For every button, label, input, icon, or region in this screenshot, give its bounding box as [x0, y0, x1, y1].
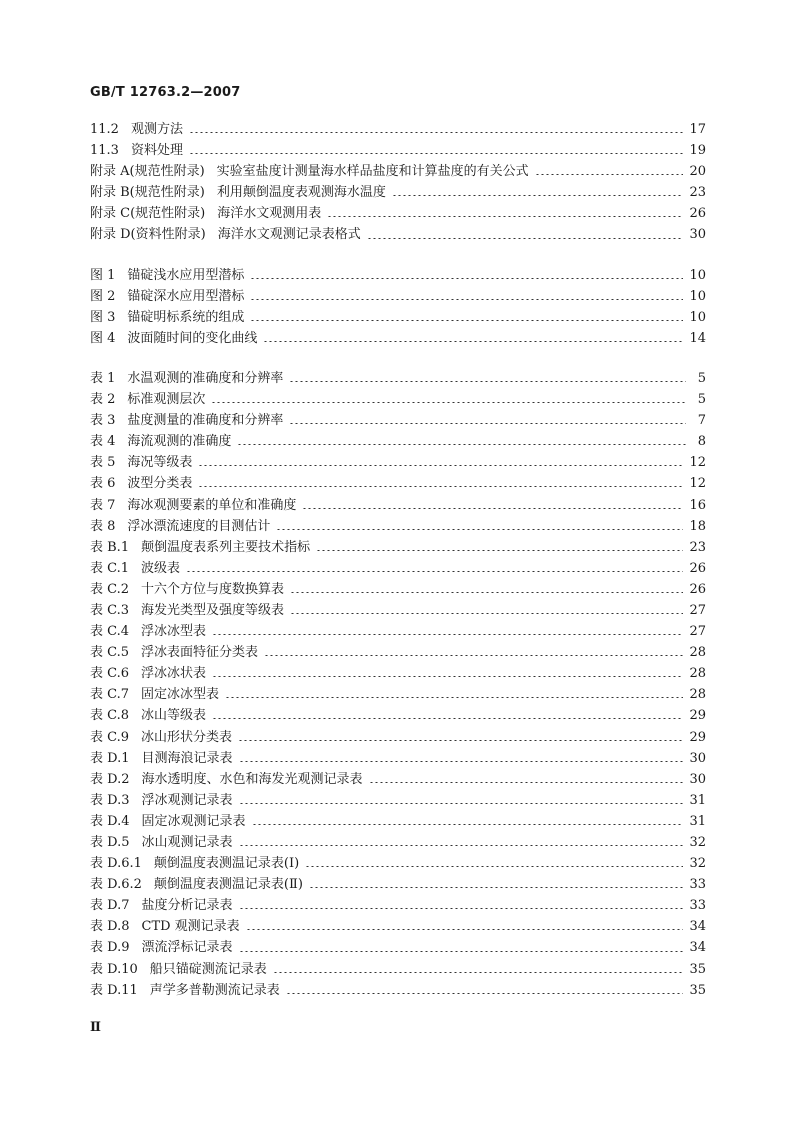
toc-entry-number: 表 D.6.1 [90, 856, 142, 872]
toc-leader-dots [212, 676, 683, 677]
toc-entry-page: 26 [689, 581, 706, 597]
toc-entry-page: 28 [689, 666, 706, 682]
toc-entry-number: 表 C.7 [90, 687, 130, 703]
toc-leader-dots [239, 803, 684, 804]
toc-leader-dots [367, 238, 684, 239]
toc-leader-dots [189, 153, 683, 154]
toc-entry-title: 波级表 [141, 560, 181, 576]
toc-entry[interactable] [90, 790, 706, 811]
toc-entry[interactable] [90, 980, 706, 1001]
toc-entry[interactable] [90, 203, 706, 224]
toc-entry-number: 表 2 [90, 392, 116, 408]
toc-entry-page: 17 [689, 122, 706, 137]
toc-entry-title: 浮冰冰状表 [141, 666, 207, 682]
toc-leader-dots [189, 132, 683, 133]
toc-entry-number: 附录 B(规范性附录) [90, 185, 205, 201]
toc-entry-title: 海发光类型及强度等级表 [141, 602, 285, 618]
toc-leader-dots [273, 972, 684, 973]
toc-entry-page: 34 [689, 919, 706, 935]
toc-entry-page: 32 [689, 835, 706, 850]
toc-entry-page: 19 [689, 143, 706, 159]
toc-entry[interactable] [90, 516, 706, 537]
toc-entry[interactable] [90, 410, 706, 431]
toc-leader-dots [316, 550, 683, 551]
toc-entry[interactable] [90, 473, 706, 494]
toc-entry-number: 表 D.2 [90, 771, 130, 787]
toc-entry[interactable] [90, 431, 706, 452]
toc-entry-page: 28 [689, 687, 706, 703]
toc-leader-dots [290, 613, 683, 614]
toc-entry-page: 10 [689, 288, 706, 304]
toc-leader-dots [246, 929, 684, 930]
toc-entry-title: 标准观测层次 [127, 392, 206, 408]
toc-entry-number: 表 5 [90, 455, 116, 471]
toc-entry[interactable] [90, 663, 706, 684]
toc-entry-number: 表 C.5 [90, 645, 130, 661]
toc-leader-dots [239, 845, 684, 846]
toc-leader-dots [289, 423, 686, 424]
toc-leader-dots [211, 402, 686, 403]
toc-leader-dots [276, 529, 683, 530]
toc-leader-dots [286, 993, 684, 994]
toc-entry-number: 表 D.6.2 [90, 877, 142, 893]
toc-entry-number: 11.2 [90, 122, 119, 137]
toc-leader-dots [263, 341, 683, 342]
toc-entry-title: 海冰观测要素的单位和准确度 [127, 497, 297, 513]
toc-entry-title: 目测海浪记录表 [141, 750, 233, 766]
toc-entry-title: 锚碇明标系统的组成 [127, 309, 245, 325]
toc-entry-page: 23 [689, 539, 706, 555]
toc-entry-page: 27 [689, 624, 706, 640]
toc-entry[interactable] [90, 811, 706, 832]
toc-entry-page: 18 [689, 518, 706, 534]
toc-entry-page: 7 [697, 413, 706, 429]
toc-entry-number: 表 D.8 [90, 919, 130, 935]
toc-entry-title: 冰山观测记录表 [141, 835, 233, 850]
toc-group-figures [90, 265, 706, 349]
toc-entry-title: 固定冰冰型表 [141, 687, 220, 703]
toc-entry-number: 表 D.4 [90, 813, 130, 829]
toc-entry-page: 33 [689, 898, 706, 914]
toc-entry-page: 32 [689, 856, 706, 872]
toc-entry-page: 10 [689, 309, 706, 325]
toc-entry-page: 12 [689, 455, 706, 471]
toc-entry[interactable] [90, 684, 706, 705]
toc-entry-title: 锚碇浅水应用型潜标 [127, 267, 245, 283]
toc-leader-dots [186, 571, 683, 572]
toc-entry[interactable] [90, 916, 706, 937]
toc-entry-page: 35 [689, 982, 706, 998]
toc-entry[interactable] [90, 224, 706, 245]
toc-entry-number: 表 C.4 [90, 624, 130, 640]
toc-entry-page: 26 [689, 206, 706, 222]
toc-entry[interactable] [90, 600, 706, 621]
table-of-contents [90, 119, 706, 1001]
toc-entry-number: 表 B.1 [90, 539, 130, 555]
toc-leader-dots [250, 278, 683, 279]
toc-entry-title: 波型分类表 [127, 476, 193, 492]
toc-leader-dots [309, 887, 684, 888]
toc-entry[interactable] [90, 642, 706, 663]
toc-entry-page: 5 [697, 392, 706, 408]
toc-entry-number: 表 C.9 [90, 729, 130, 745]
toc-entry-number: 表 D.7 [90, 898, 130, 914]
toc-entry[interactable] [90, 769, 706, 790]
toc-entry-number: 表 D.10 [90, 961, 138, 977]
toc-group-sections [90, 119, 706, 246]
toc-entry-number: 附录 A(规范性附录) [90, 164, 205, 180]
toc-entry-number: 表 D.9 [90, 940, 130, 956]
toc-leader-dots [212, 718, 683, 719]
toc-entry-page: 28 [689, 645, 706, 661]
toc-entry-number: 表 8 [90, 518, 116, 534]
toc-entry-page: 27 [689, 602, 706, 618]
toc-leader-dots [212, 634, 683, 635]
toc-entry[interactable] [90, 895, 706, 916]
toc-entry[interactable] [90, 119, 706, 140]
toc-entry-number: 附录 D(资料性附录) [90, 227, 206, 243]
toc-entry-title: 波面随时间的变化曲线 [127, 330, 258, 346]
toc-entry-title: 冰山等级表 [141, 708, 207, 724]
toc-entry-title: 实验室盐度计测量海水样品盐度和计算盐度的有关公式 [216, 164, 529, 180]
toc-entry-title: 冰山形状分类表 [141, 729, 233, 745]
toc-leader-dots [305, 866, 683, 867]
toc-entry-title: 十六个方位与度数换算表 [141, 581, 285, 597]
toc-entry-title: 浮冰表面特征分类表 [141, 645, 259, 661]
toc-entry-title: CTD 观测记录表 [141, 919, 240, 935]
toc-entry[interactable] [90, 705, 706, 726]
toc-entry-title: 资料处理 [130, 143, 183, 159]
toc-leader-dots [250, 320, 683, 321]
toc-entry-page: 31 [689, 813, 706, 829]
toc-entry[interactable] [90, 853, 706, 874]
toc-entry-number: 表 D.11 [90, 982, 138, 998]
toc-entry[interactable] [90, 140, 706, 161]
toc-entry-number: 表 6 [90, 476, 116, 492]
toc-entry-page: 10 [689, 267, 706, 283]
toc-entry-number: 表 D.5 [90, 835, 130, 850]
toc-entry-title: 锚碇深水应用型潜标 [127, 288, 245, 304]
toc-entry[interactable] [90, 328, 706, 349]
toc-entry-title: 颠倒温度表测温记录表(Ⅰ) [153, 856, 300, 872]
toc-leader-dots [369, 782, 684, 783]
toc-leader-dots [225, 697, 683, 698]
toc-entry[interactable] [90, 874, 706, 895]
toc-entry-page: 14 [689, 330, 706, 346]
toc-entry-number: 图 3 [90, 309, 116, 325]
toc-entry-title: 海况等级表 [127, 455, 193, 471]
toc-entry[interactable] [90, 389, 706, 410]
toc-entry-number: 表 D.1 [90, 750, 130, 766]
toc-entry-title: 漂流浮标记录表 [141, 940, 233, 956]
toc-entry-page: 16 [689, 497, 706, 513]
toc-entry-number: 11.3 [90, 143, 119, 159]
toc-entry-number: 表 7 [90, 497, 116, 513]
page-number: Ⅱ [90, 1020, 101, 1035]
toc-leader-dots [238, 740, 683, 741]
toc-entry[interactable] [90, 495, 706, 516]
toc-leader-dots [327, 216, 683, 217]
toc-leader-dots [239, 908, 684, 909]
toc-leader-dots [198, 465, 683, 466]
toc-entry[interactable] [90, 368, 706, 389]
toc-entry[interactable] [90, 959, 706, 980]
toc-entry[interactable] [90, 265, 706, 286]
toc-entry-page: 33 [689, 877, 706, 893]
toc-entry-number: 表 C.3 [90, 602, 130, 618]
toc-leader-dots [264, 655, 683, 656]
toc-entry-page: 29 [689, 708, 706, 724]
toc-entry[interactable] [90, 621, 706, 642]
toc-entry-title: 颠倒温度表系列主要技术指标 [141, 539, 311, 555]
toc-entry-title: 声学多普勒测流记录表 [149, 982, 280, 998]
toc-entry[interactable] [90, 832, 706, 853]
toc-entry-title: 船只锚碇测流记录表 [149, 961, 267, 977]
standard-code-header: GB/T 12763.2—2007 [90, 85, 241, 100]
toc-entry-title: 固定冰观测记录表 [141, 813, 246, 829]
toc-entry-title: 利用颠倒温度表观测海水温度 [216, 185, 386, 201]
toc-entry-page: 31 [689, 792, 706, 808]
toc-entry-number: 表 C.1 [90, 560, 130, 576]
toc-leader-dots [289, 381, 686, 382]
toc-entry-page: 20 [689, 164, 706, 180]
toc-entry-title: 浮冰观测记录表 [141, 792, 233, 808]
toc-entry-number: 图 4 [90, 330, 116, 346]
toc-entry-page: 29 [689, 729, 706, 745]
toc-leader-dots [252, 824, 684, 825]
toc-entry-number: 表 C.6 [90, 666, 130, 682]
toc-entry-title: 海水透明度、水色和海发光观测记录表 [141, 771, 363, 787]
toc-entry-title: 盐度分析记录表 [141, 898, 233, 914]
toc-leader-dots [239, 951, 684, 952]
toc-entry-number: 图 1 [90, 267, 116, 283]
toc-entry[interactable] [90, 182, 706, 203]
toc-entry-title: 颠倒温度表测温记录表(Ⅱ) [153, 877, 303, 893]
toc-leader-dots [198, 486, 683, 487]
toc-entry[interactable] [90, 748, 706, 769]
toc-entry-title: 水温观测的准确度和分辨率 [127, 370, 284, 386]
toc-entry-title: 观测方法 [130, 122, 183, 137]
toc-entry-number: 表 3 [90, 413, 116, 429]
toc-entry[interactable] [90, 286, 706, 307]
toc-entry[interactable] [90, 537, 706, 558]
toc-leader-dots [302, 508, 683, 509]
toc-entry-page: 8 [697, 434, 706, 450]
toc-entry[interactable] [90, 307, 706, 328]
toc-leader-dots [290, 592, 683, 593]
toc-entry-page: 30 [689, 227, 706, 243]
toc-entry-title: 海流观测的准确度 [127, 434, 232, 450]
toc-entry[interactable] [90, 452, 706, 473]
toc-entry-page: 30 [689, 771, 706, 787]
toc-entry[interactable] [90, 727, 706, 748]
toc-entry-page: 30 [689, 750, 706, 766]
toc-entry-number: 图 2 [90, 288, 116, 304]
toc-entry[interactable] [90, 161, 706, 182]
toc-entry[interactable] [90, 579, 706, 600]
toc-entry-page: 35 [689, 961, 706, 977]
toc-entry-number: 表 C.2 [90, 581, 130, 597]
toc-entry-number: 表 4 [90, 434, 116, 450]
toc-entry-page: 12 [689, 476, 706, 492]
toc-group-tables [90, 368, 706, 1001]
toc-entry[interactable] [90, 937, 706, 958]
toc-leader-dots [535, 174, 684, 175]
toc-leader-dots [239, 761, 684, 762]
toc-entry-title: 盐度测量的准确度和分辨率 [127, 413, 284, 429]
toc-entry-title: 浮冰漂流速度的目测估计 [127, 518, 271, 534]
toc-entry-number: 附录 C(规范性附录) [90, 206, 206, 222]
toc-entry-page: 23 [689, 185, 706, 201]
toc-leader-dots [250, 299, 683, 300]
toc-entry-page: 5 [697, 370, 706, 386]
toc-entry-title: 浮冰冰型表 [141, 624, 207, 640]
toc-entry-page: 34 [689, 940, 706, 956]
toc-entry-number: 表 1 [90, 370, 116, 386]
toc-leader-dots [392, 195, 684, 196]
toc-entry-number: 表 C.8 [90, 708, 130, 724]
toc-leader-dots [237, 444, 686, 445]
toc-entry-page: 26 [689, 560, 706, 576]
toc-entry-number: 表 D.3 [90, 792, 130, 808]
toc-entry[interactable] [90, 558, 706, 579]
toc-entry-title: 海洋水文观测记录表格式 [217, 227, 361, 243]
toc-entry-title: 海洋水文观测用表 [217, 206, 322, 222]
